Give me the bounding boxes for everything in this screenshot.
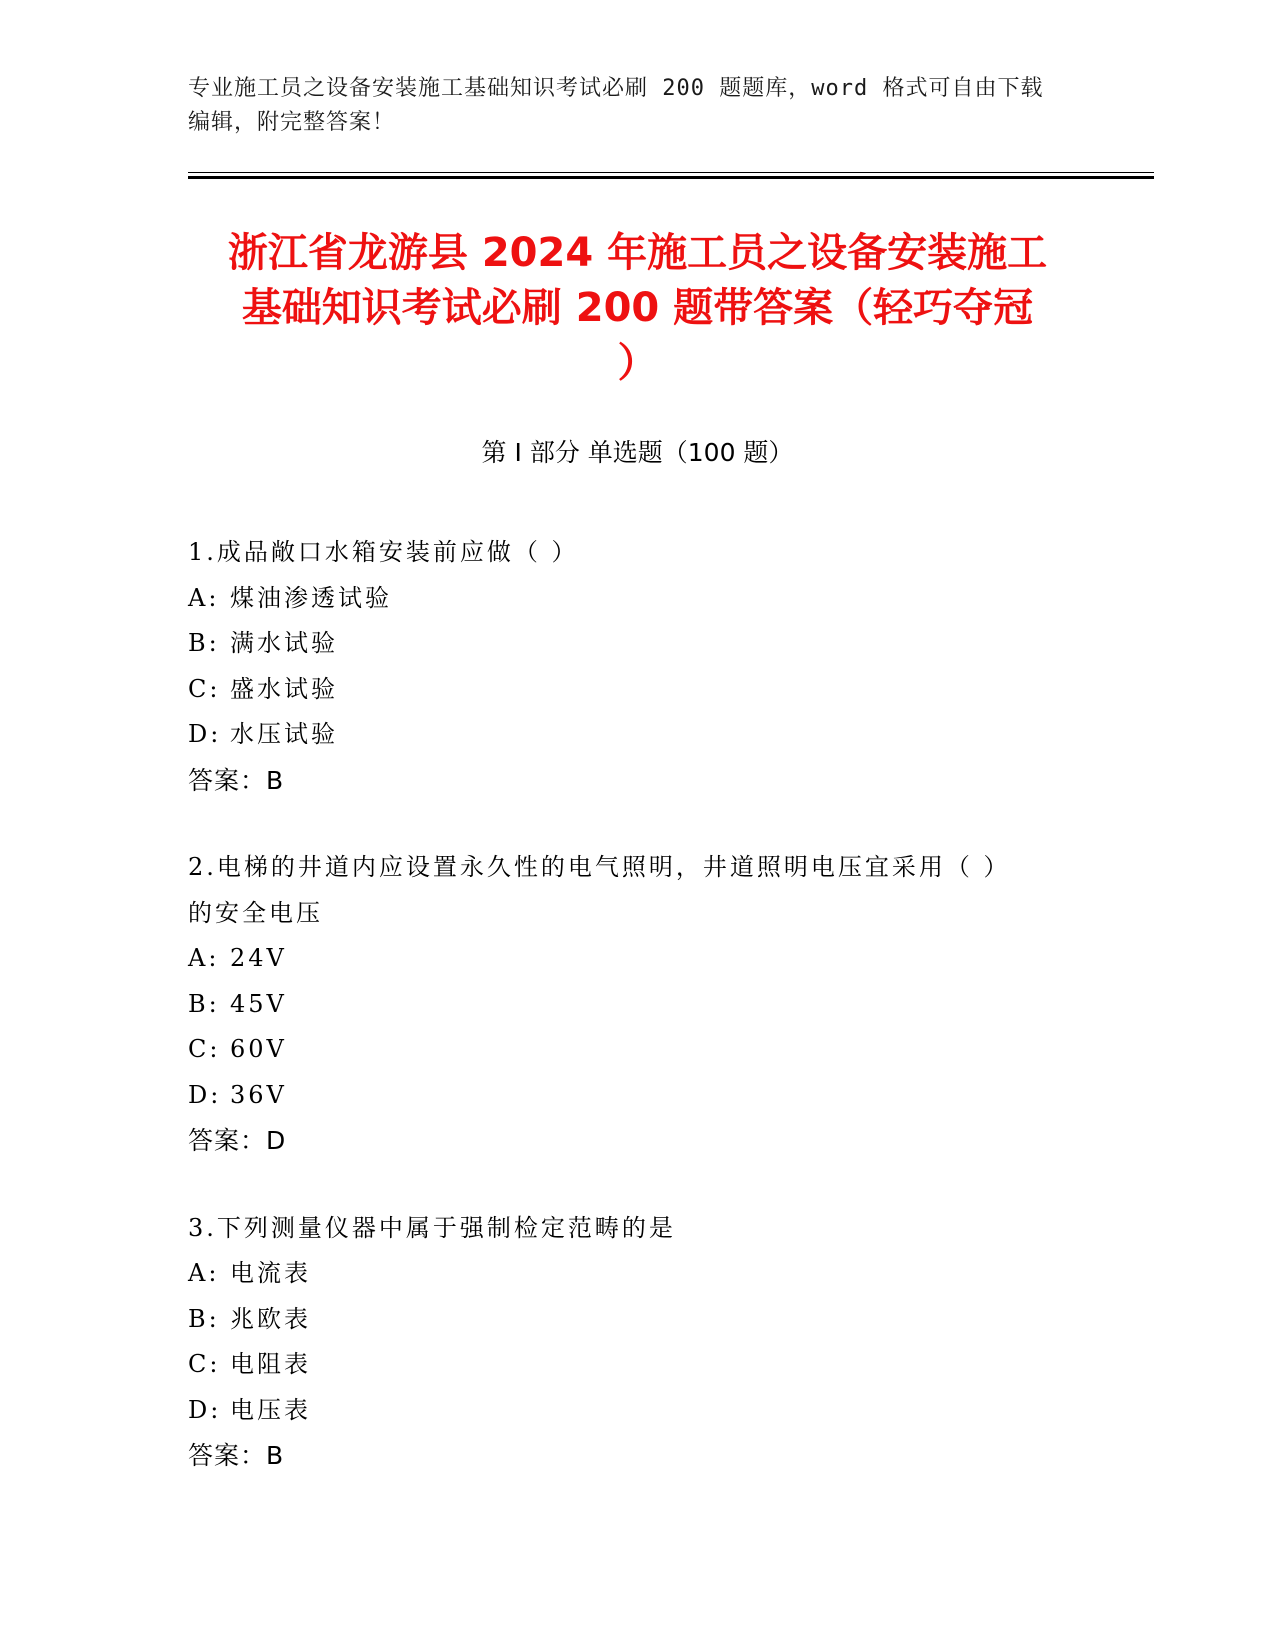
- option-text: 60V: [230, 1035, 287, 1063]
- option-text: 36V: [230, 1080, 287, 1109]
- option-a: [188, 936, 1088, 982]
- option-text: 24V: [230, 944, 287, 972]
- option-d: [188, 1388, 1088, 1434]
- section-heading: 第 I 部分 单选题（100 题）: [481, 438, 794, 467]
- option-letter: A:: [188, 583, 220, 612]
- document-title: [150, 226, 1125, 391]
- option-c: [188, 667, 1088, 713]
- answer-key: 答案：B: [188, 765, 285, 795]
- option-b: [188, 982, 1088, 1028]
- option-b: [188, 1297, 1088, 1343]
- option-text: 煤油渗透试验: [230, 583, 392, 612]
- header-divider-thin: [188, 172, 1154, 173]
- option-text: 盛水试验: [230, 674, 338, 703]
- option-d: [188, 712, 1088, 758]
- option-letter: B:: [188, 1304, 220, 1333]
- document-title-line-1: 浙江省龙游县 2024 年施工员之设备安装施工: [227, 230, 1048, 276]
- option-d: [188, 1073, 1088, 1119]
- answer-key: 答案：D: [188, 1126, 287, 1155]
- document-title-line-3: ）: [617, 340, 658, 386]
- question-stem: 3.下列测量仪器中属于强制检定范畴的是: [188, 1213, 676, 1242]
- option-letter: C:: [188, 674, 221, 703]
- option-text: 45V: [230, 989, 287, 1018]
- option-a: [188, 1251, 1088, 1297]
- header-note: [188, 72, 1088, 140]
- option-letter: D:: [188, 1080, 222, 1109]
- question-2: [188, 845, 1088, 1164]
- option-letter: A:: [188, 1259, 220, 1287]
- option-a: [188, 576, 1088, 622]
- header-note-line-2: 编辑，附完整答案！: [188, 110, 396, 135]
- question-stem: 1.成品敞口水箱安装前应做（ ）: [188, 538, 579, 566]
- option-c: [188, 1027, 1088, 1073]
- option-text: 电流表: [230, 1259, 311, 1287]
- option-b: [188, 621, 1088, 667]
- option-letter: B:: [188, 629, 220, 657]
- option-text: 水压试验: [230, 720, 338, 748]
- option-letter: D:: [188, 720, 222, 748]
- answer-key: 答案：B: [188, 1441, 285, 1470]
- header-divider-thick: [188, 176, 1154, 179]
- option-letter: C:: [188, 1035, 221, 1063]
- option-letter: B:: [188, 989, 220, 1018]
- option-letter: C:: [188, 1350, 221, 1378]
- option-text: 电压表: [230, 1395, 311, 1424]
- option-letter: D:: [188, 1395, 222, 1424]
- option-text: 兆欧表: [230, 1304, 311, 1333]
- question-1: [188, 530, 1088, 803]
- header-note-line-1: 专业施工员之设备安装施工基础知识考试必刷 200 题题库，word 格式可自由下载: [188, 76, 1044, 101]
- option-text: 满水试验: [230, 629, 338, 657]
- option-text: 电阻表: [230, 1350, 311, 1378]
- question-3: [188, 1206, 1088, 1479]
- document-title-line-2: 基础知识考试必刷 200 题带答案（轻巧夺冠: [241, 285, 1034, 331]
- question-list: [188, 530, 1088, 1521]
- question-stem: 2.电梯的井道内应设置永久性的电气照明，井道照明电压宜采用（ ）: [188, 853, 1011, 881]
- option-letter: A:: [188, 944, 220, 972]
- option-c: [188, 1342, 1088, 1388]
- question-stem-continued: 的安全电压: [188, 898, 323, 927]
